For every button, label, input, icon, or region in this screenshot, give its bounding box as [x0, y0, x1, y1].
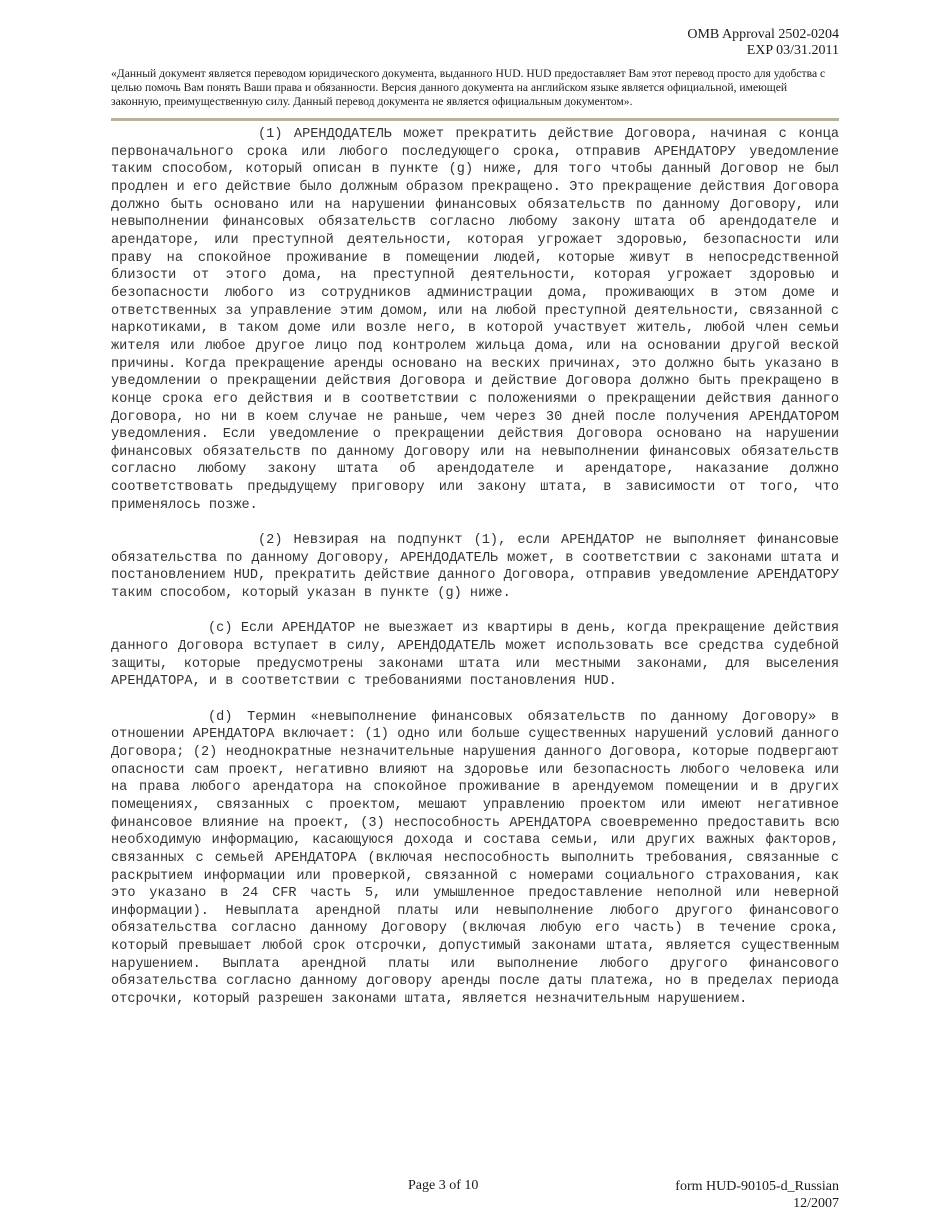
form-date: 12/2007 — [793, 1196, 839, 1211]
translation-disclaimer: «Данный документ является переводом юридического документа, выданного HUD. HUD предоставляет Вам этот перевод просто для удобства с целью помочь Вам понять Ваши права и обязанности. Версия данного документа на английском языке является официальной, имеющей законную, преимущественную силу. Данный перевод документа не является официальным документом». — [111, 67, 826, 108]
paragraph-2: (2) Невзирая на подпункт (1), если АРЕНДАТОР не выполняет финансовые обязательства по данному Договору, АРЕНДОДАТЕЛЬ может, в соответствии с законами штата и постановлением HUD, прекратить действие данного Договора, отправив уведомление АРЕНДАТОРУ таким способом, который указан в пункте (g) ниже. — [111, 533, 839, 602]
omb-approval-number: OMB Approval 2502-0204 — [687, 27, 839, 42]
paragraph-d: (d) Термин «невыполнение финансовых обязательств по данному Договору» в отношении АРЕНДАТОРА включает: (1) одно или больше существенных нарушений условий данного Договора; (2) неоднократные незначительные нарушения данного Договора, которые подвергают опасности сам проект, негативно влияют на здоровье или безопасность любого человека или на права любого арендатора на спокойное проживание в арендуемом помещении и в других помещениях, связанных с проектом, мешают управлению проектом или имеют негативное финансовое влияние на проект, (3) неспособность АРЕНДАТОРА своевременно предоставить всю необходимую информацию, касающуюся дохода и состава семьи, или других важных факторов, связанных с семьей АРЕНДАТОРА (включая неспособность выполнить требования, связанные с раскрытием информации или проверкой, связанной с номерами социального страхования, как это указано в 24 CFR часть 5, или умышленное предоставление неполной или неверной информации). Невыплата арендной платы или невыполнение любого другого финансового обязательства согласно данному Договору (включая любую его часть) в течение срока, который превышает любой срок отсрочки, допустимый законами штата, является существенным нарушением. Выплата арендной платы или выполнение любого другого финансового обязательства согласно данному договору аренды после даты платежа, но в пределах периода отсрочки, который разрешен законами штата, является незначительным нарушением. — [111, 709, 839, 1008]
omb-approval-block — [687, 27, 839, 59]
form-id: form HUD-90105-d_Russian — [675, 1179, 839, 1194]
form-identifier-block — [675, 1178, 839, 1212]
paragraph-c: (c) Если АРЕНДАТОР не выезжает из квартиры в день, когда прекращение действия данного Договора вступает в силу, АРЕНДОДАТЕЛЬ может использовать все средства судебной защиты, которые предусмотрены законами штата или местными законами, для выселения АРЕНДАТОРА, и в соответствии с требованиями постановления HUD. — [111, 621, 839, 690]
header-divider — [111, 118, 839, 121]
omb-expiration-date: EXP 03/31.2011 — [746, 43, 839, 58]
page-number: Page 3 of 10 — [408, 1178, 479, 1193]
paragraph-1: (1) АРЕНДОДАТЕЛЬ может прекратить действие Договора, начиная с конца первоначального срока или любого последующего срока, отправив АРЕНДАТОРУ уведомление таким способом, который описан в пункте (g) ниже, для того чтобы данный Договор не был продлен и его действие было должным образом прекращено. Это прекращение действия Договора должно быть основано или на нарушении финансовых обязательств по данному Договору, или невыполнении финансовых обязательств согласно любому закону штата об арендодателе и арендаторе, или преступной деятельности, которая угрожает здоровью, безопасности или праву на спокойное проживание в помещении людей, которые живут в непосредственной близости от этого дома, на преступной деятельности, которая угрожает здоровью и безопасности любого из сотрудников администрации дома, проживающих в этом доме и ответственных за управление этим домом, или на любой преступной деятельности, связанной с наркотиками, в таком доме или возле него, в которой участвует житель, любой член семьи жителя или любое другое лицо под контролем жильца дома, или на основании другой веской причины. Когда прекращение аренды основано на веских причинах, это должно быть указано в уведомлении о прекращении действия Договора и действие Договора должно быть прекращено в конце срока его действия и в соответствии с положениями о прекращении действия данного Договора, но ни в коем случае не раньше, чем через 30 дней после получения АРЕНДАТОРОМ уведомления. Если уведомление о прекращении действия Договора основано на нарушении финансовых обязательств по данному Договору или на невыполнении финансовых обязательств согласно любому закону штата об арендодателе и арендаторе, наказание должно соответствовать предыдущему приговору или закону штата, в зависимости от того, что применялось позже. — [111, 127, 839, 513]
document-body — [111, 126, 839, 1009]
